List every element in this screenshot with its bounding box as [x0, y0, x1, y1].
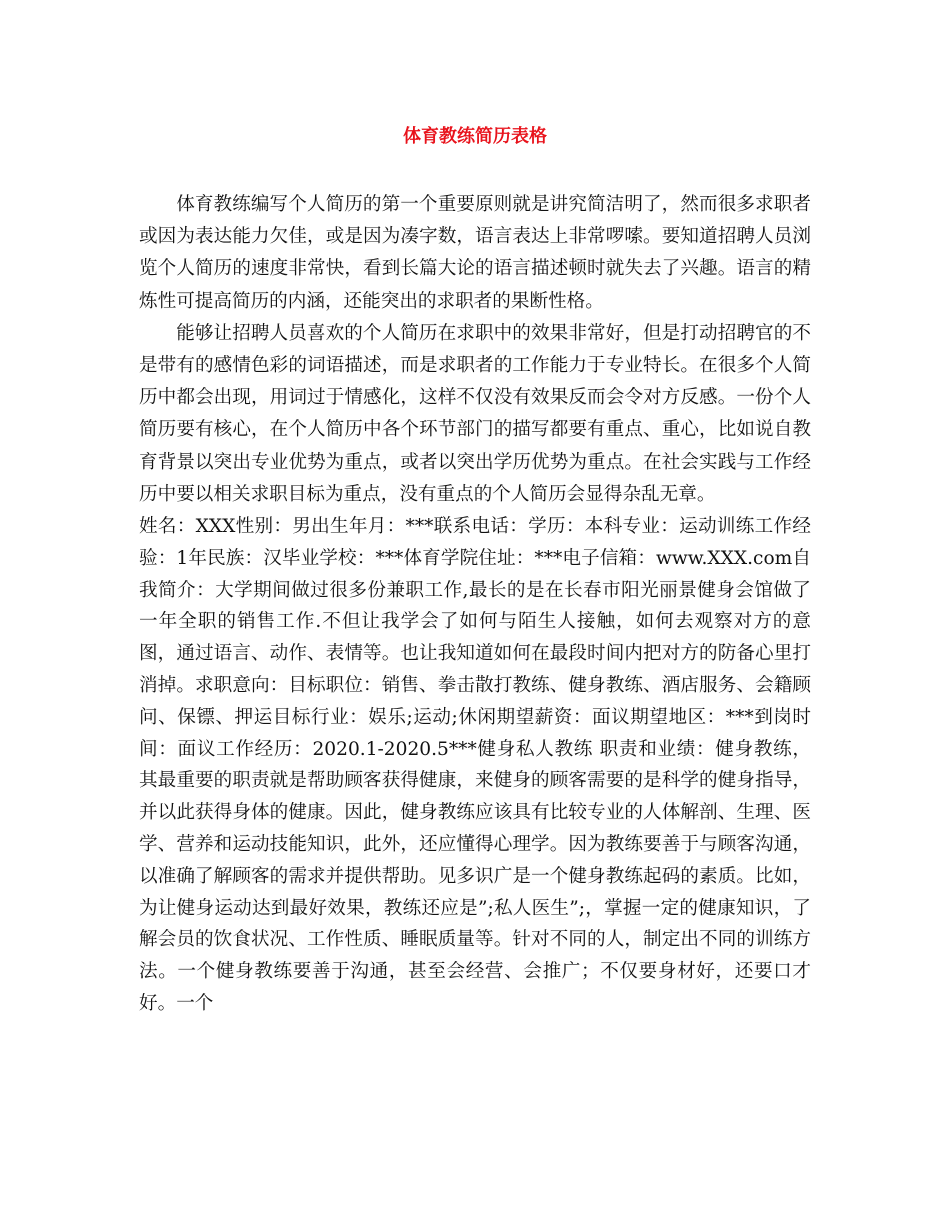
paragraph-intro: 体育教练编写个人简历的第一个重要原则就是讲究简洁明了，然而很多求职者或因为表达能力欠佳，或是因为凑字数，语言表达上非常啰嗦。要知道招聘人员浏览个人简历的速度非常快，看到长篇大论的语言描述顿时就失去了兴趣。语言的精炼性可提高简历的内涵，还能突出的求职者的果断性格。	[139, 194, 811, 312]
resume-details: 姓名：XXX性别：男出生年月：***联系电话：学历：本科专业：运动训练工作经验：1年民族：汉毕业学校：***体育学院住址：***电子信箱：www.XXX.com自我简介：大学期间做过很多份兼职工作,最长的是在长春市阳光丽景健身会馆做了一年全职的销售工作.不但让我学会了如何与陌生人接触，如何去观察对方的意图，通过语言、动作、表情等。也让我知道如何在最段时间内把对方的防备心里打消掉。求职意向：目标职位：销售、拳击散打教练、健身教练、酒店服务、会籍顾问、保镖、押运目标行业：娱乐;运动;休闲期望薪资：面议期望地区：***到岗时间：面议工作经历：2020.1-2020.5***健身私人教练 职责和业绩：健身教练，其最重要的职责就是帮助顾客获得健康，来健身的顾客需要的是科学的健身指导，并以此获得身体的健康。因此，健身教练应该具有比较专业的人体解剖、生理、医学、营养和运动技能知识，此外，还应懂得心理学。因为教练要善于与顾客沟通，以准确了解顾客的需求并提供帮助。见多识广是一个健身教练起码的素质。比如，为让健身运动达到最好效果，教练还应是”;私人医生”;，掌握一定的健康知识，了解会员的饮食状况、工作性质、睡眠质量等。针对不同的人，制定出不同的训练方法。一个健身教练要善于沟通，甚至会经营、会推广；不仅要身材好，还要口才好。一个	[139, 516, 811, 1014]
document-title: 体育教练简历表格	[403, 126, 547, 147]
document-body	[139, 189, 811, 1020]
paragraph-core: 能够让招聘人员喜欢的个人简历在求职中的效果非常好，但是打动招聘官的不是带有的感情色彩的词语描述，而是求职者的工作能力于专业特长。在很多个人简历中都会出现，用词过于情感化，这样不仅没有效果反而会令对方反感。一份个人简历要有核心，在个人简历中各个环节部门的描写都要有重点、重心，比如说自教育背景以突出专业优势为重点，或者以突出学历优势为重点。在社会实践与工作经历中要以相关求职目标为重点，没有重点的个人简历会显得杂乱无章。	[139, 322, 811, 505]
